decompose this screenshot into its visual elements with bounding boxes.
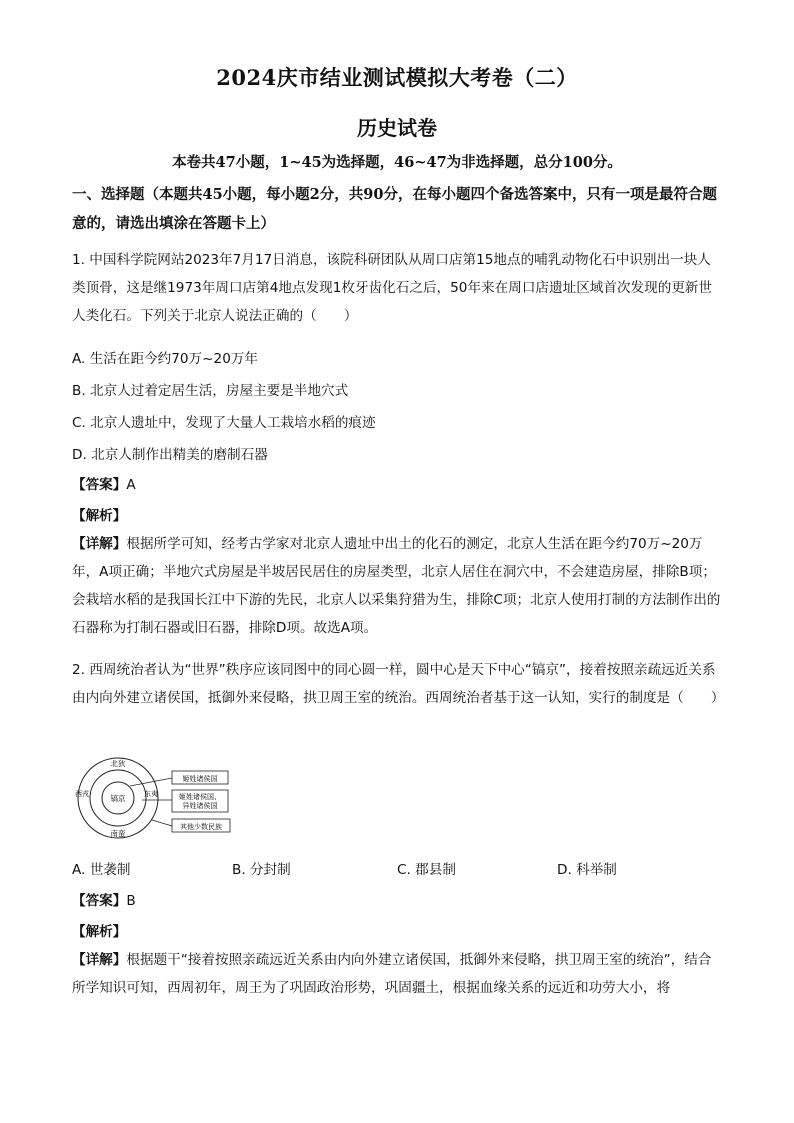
q1-option-c: C. 北京人遗址中，发现了大量人工栽培水稻的痕迹 xyxy=(72,415,376,431)
diagram-west-label: 西戎 xyxy=(75,790,89,798)
q2-option-b: B. 分封制 xyxy=(232,862,291,878)
box-label-3: 其他少数民族 xyxy=(180,823,222,831)
q1-answer xyxy=(72,473,136,493)
q1-option-b: B. 北京人过着定居生活，房屋主要是半地穴式 xyxy=(72,383,349,399)
connector-line xyxy=(130,778,172,786)
diagram-east-label: 东夷 xyxy=(144,790,158,798)
exam-note: 本卷共47小题，1~45为选择题，46~47为非选择题，总分100分。 xyxy=(172,154,622,171)
q2-answer xyxy=(72,889,136,909)
detail-text: 根据题干“接着按照亲疏远近关系由内向外建立诸侯国，抵御外来侵略，拱卫周王室的统治”，结合所学知识可知，西周初年，周王为了巩固政治形势，巩固疆土，根据血缘关系的远近和功劳大小，将 xyxy=(72,952,712,996)
q2-option-a: A. 世袭制 xyxy=(72,862,131,878)
q2-option-c: C. 郡县制 xyxy=(397,862,456,878)
detail-tag: 【详解】 xyxy=(72,536,127,552)
diagram-center-label: 镐京 xyxy=(110,794,126,803)
diagram-north-label: 北狄 xyxy=(110,759,126,768)
answer-value: A xyxy=(126,477,136,493)
box-label-1: 姬姓诸侯国 xyxy=(182,775,218,783)
exam-subtitle: 历史试卷 xyxy=(357,116,437,140)
connector-line xyxy=(152,820,172,826)
q2-option-d: D. 科举制 xyxy=(557,862,617,878)
q2-detail xyxy=(72,946,724,1002)
diagram-south-label: 南蛮 xyxy=(110,829,126,838)
answer-value: B xyxy=(126,893,136,909)
q1-detail xyxy=(72,530,724,642)
q2-stem: 2. 西周统治者认为“世界”秩序应该同图中的同心圆一样，圆中心是天下中心“镐京”，接着按照亲疏远近关系由内向外建立诸侯国，抵御外来侵略，拱卫周王室的统治。西周统治者基于这一认知，实行的制度是（ ） xyxy=(72,662,725,706)
box-label-2a: 姬姓诸侯国、 xyxy=(179,793,221,801)
detail-tag: 【详解】 xyxy=(72,952,127,968)
q1-analysis-tag: 【解析】 xyxy=(72,508,127,524)
answer-tag: 【答案】 xyxy=(72,477,127,493)
exam-title: 2024庆市结业测试模拟大考卷（二） xyxy=(216,65,578,90)
concentric-circle-diagram xyxy=(72,756,232,840)
q2-analysis-tag: 【解析】 xyxy=(72,924,127,940)
q1-option-a: A. 生活在距今约70万~20万年 xyxy=(72,351,259,367)
answer-tag: 【答案】 xyxy=(72,893,127,909)
detail-text: 根据所学可知，经考古学家对北京人遗址中出土的化石的测定，北京人生活在距今约70万~20万年，A项正确；半地穴式房屋是半坡居民居住的房屋类型，北京人居住在洞穴中，不会建造房屋，排除B项；会栽培水稻的是我国长江中下游的先民，北京人以采集狩猎为生，排除C项；北京人使用打制的方法制作出的石器称为打制石器或旧石器，排除D项。故选A项。 xyxy=(72,536,721,636)
section-heading: 一、选择题（本题共45小题，每小题2分，共90分，在每小题四个备选答案中，只有一项是最符合题意的，请选出填涂在答题卡上） xyxy=(72,186,717,232)
box-label-2b: 异姓诸侯国 xyxy=(182,802,218,810)
q1-stem: 1. 中国科学院网站2023年7月17日消息，该院科研团队从周口店第15地点的哺乳动物化石中识别出一块人类顶骨，这是继1973年周口店第4地点发现1枚牙齿化石之后，50年来在周口店遗址区域首次发现的更新世人类化石。下列关于北京人说法正确的（ ） xyxy=(72,252,713,324)
q1-option-d: D. 北京人制作出精美的磨制石器 xyxy=(72,447,268,463)
